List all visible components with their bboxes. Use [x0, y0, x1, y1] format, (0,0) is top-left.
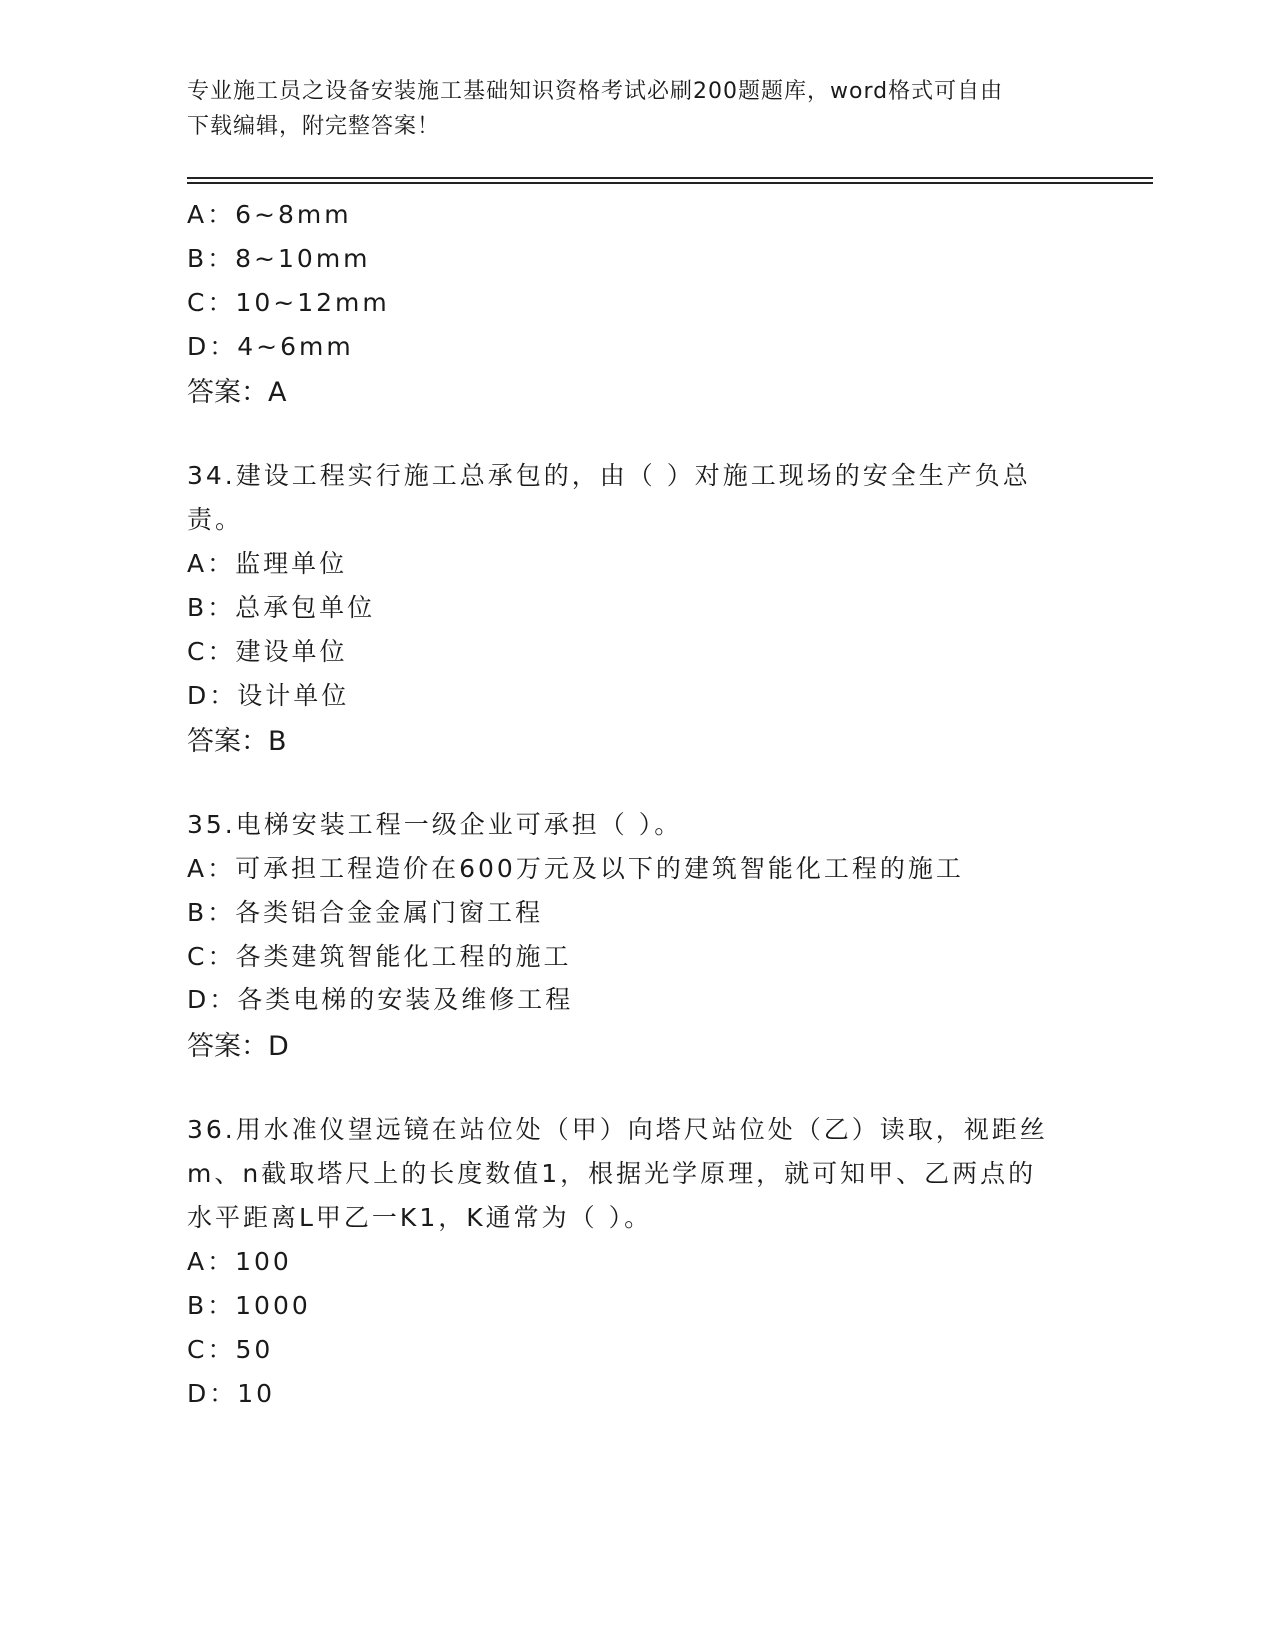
- q34-stem-line-2: 责。: [187, 505, 244, 534]
- q36-stem-line-1: 36.用水准仪望远镜在站位处（甲）向塔尺站位处（乙）读取，视距丝: [187, 1115, 1048, 1144]
- q34-stem-line-1: 34.建设工程实行施工总承包的，由（ ）对施工现场的安全生产负总: [187, 461, 1031, 490]
- header-divider-top: [187, 177, 1153, 179]
- header-divider-bottom: [187, 182, 1153, 184]
- header-line-1: 专业施工员之设备安装施工基础知识资格考试必刷200题题库，word格式可自由: [187, 79, 1004, 104]
- q36-option-a: A：100: [187, 1247, 292, 1276]
- q35-option-c: C：各类建筑智能化工程的施工: [187, 942, 572, 971]
- q36-option-d: D：10: [187, 1379, 276, 1408]
- q34-option-c: C：建设单位: [187, 637, 348, 666]
- q35-stem-line-1: 35.电梯安装工程一级企业可承担（ ）。: [187, 810, 683, 839]
- q34-option-a: A：监理单位: [187, 549, 348, 578]
- q35-option-b: B：各类铝合金金属门窗工程: [187, 898, 544, 927]
- header-line-2: 下载编辑，附完整答案！: [187, 114, 441, 139]
- q33-answer: 答案：A: [187, 377, 287, 408]
- q33-option-b: B：8~10mm: [187, 244, 371, 273]
- q35-option-a: A：可承担工程造价在600万元及以下的建筑智能化工程的施工: [187, 854, 964, 883]
- q36-option-b: B：1000: [187, 1291, 311, 1320]
- q35-option-d: D：各类电梯的安装及维修工程: [187, 985, 574, 1014]
- document-header: [187, 74, 1067, 144]
- q35-answer: 答案：D: [187, 1031, 289, 1062]
- q33-option-c: C：10~12mm: [187, 288, 390, 317]
- q33-option-a: A：6~8mm: [187, 200, 352, 229]
- q34-option-b: B：总承包单位: [187, 593, 376, 622]
- q33-option-d: D：4~6mm: [187, 332, 354, 361]
- q34-option-d: D：设计单位: [187, 681, 350, 710]
- q36-stem-line-3: 水平距离L甲乙一K1，K通常为（ ）。: [187, 1203, 653, 1232]
- q36-stem-line-2: m、n截取塔尺上的长度数值1，根据光学原理，就可知甲、乙两点的: [187, 1159, 1037, 1188]
- q34-answer: 答案：B: [187, 726, 287, 757]
- q36-option-c: C：50: [187, 1335, 274, 1364]
